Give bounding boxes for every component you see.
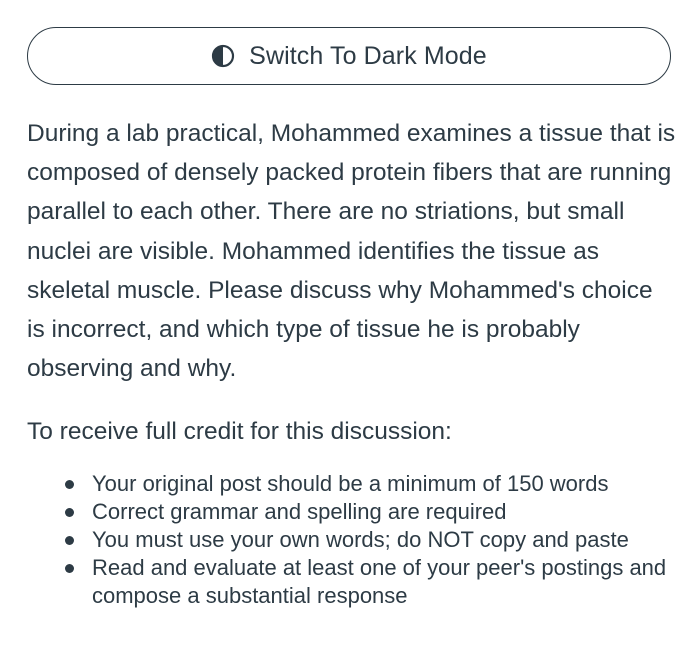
requirement-text: You must use your own words; do NOT copy and paste (92, 527, 629, 553)
bullet-icon (65, 508, 74, 517)
discussion-content (27, 114, 677, 610)
bullet-icon (65, 536, 74, 545)
bullet-icon (65, 564, 74, 573)
requirements-list (27, 470, 677, 610)
credit-heading: To receive full credit for this discussion: (27, 418, 452, 446)
bullet-icon (65, 480, 74, 489)
requirement-item (92, 470, 677, 498)
contrast-icon (211, 44, 235, 68)
switch-to-dark-mode-button[interactable] (27, 27, 671, 85)
requirement-text: Read and evaluate at least one of your peer's postings and compose a substantial response (92, 555, 667, 609)
requirement-text: Your original post should be a minimum of 150 words (92, 471, 609, 497)
requirement-item (92, 554, 677, 610)
requirement-text: Correct grammar and spelling are required (92, 499, 507, 525)
requirement-item (92, 498, 677, 526)
discussion-prompt: During a lab practical, Mohammed examines a tissue that is composed of densely packed protein fibers that are running parallel to each other. There are no striations, but small nuclei are visible. Mohammed identifies the tissue as skeletal muscle. Please discuss why Mohammed's choice is incorrect, and which type of tissue he is probably observing and why. (27, 120, 676, 383)
requirement-item (92, 526, 677, 554)
switch-to-dark-mode-label: Switch To Dark Mode (249, 41, 487, 70)
